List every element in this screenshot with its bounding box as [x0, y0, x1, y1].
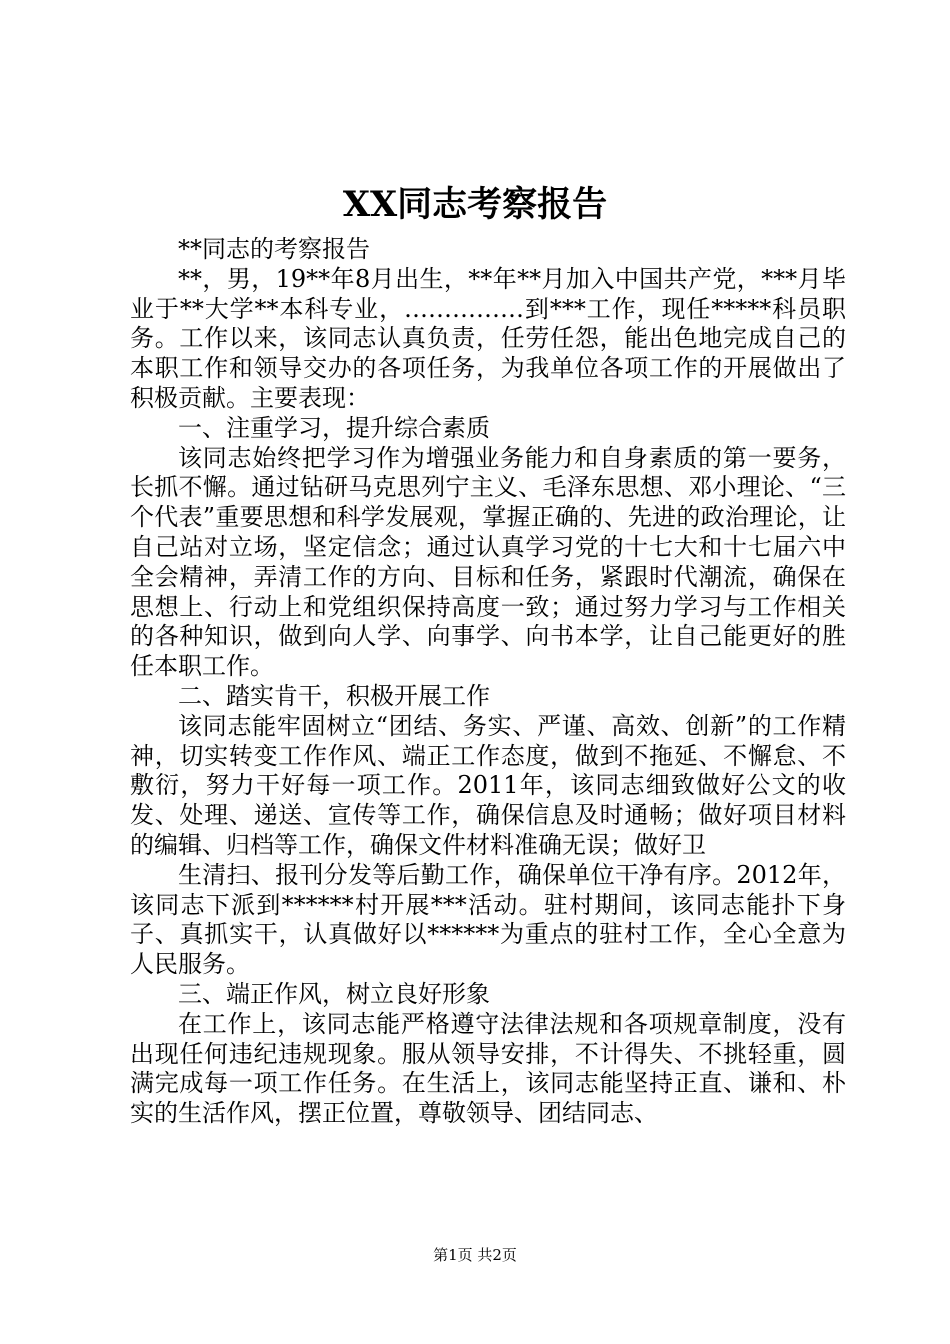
section-heading-2: 二、踏实肯干，积极开展工作	[178, 681, 490, 710]
paragraph-intro: **，男，19**年8月出生，**年**月加入中国共产党，***月毕业于**大学**本科专业，……………到***工作，现任*****科员职务。工作以来，该同志认真负责，任劳任怨，能出色地完成自己的本职工作和领导交办的各项任务，为我单位各项工作的开展做出了积极贡献。主要表现：	[130, 264, 846, 412]
paragraph-subtitle: **同志的考察报告	[178, 235, 370, 263]
paragraph-section-1: 该同志始终把学习作为增强业务能力和自身素质的第一要务，长抓不懈。通过钻研马克思列宁主义、毛泽东思想、邓小理论、“三个代表”重要思想和科学发展观，掌握正确的、先进的政治理论，让自己站对立场，坚定信念；通过认真学习党的十七大和十七届六中全会精神，弄清工作的方向、目标和任务，紧跟时代潮流，确保在思想上、行动上和党组织保持高度一致；通过努力学习与工作相关的各种知识，做到向人学、向事学、向书本学，让自己能更好的胜任本职工作。	[130, 443, 846, 681]
page-footer: 第1页 共2页	[433, 1246, 517, 1264]
document-title: XX同志考察报告	[342, 184, 608, 225]
paragraph-section-2b: 生清扫、报刊分发等后勤工作，确保单位干净有序。2012年，该同志下派到******村开展***活动。驻村期间，该同志能扑下身子、真抓实干，认真做好以******为重点的驻村工作，全心全意为人民服务。	[130, 860, 846, 979]
paragraph-section-2a: 该同志能牢固树立“团结、务实、严谨、高效、创新”的工作精神，切实转变工作作风、端正工作态度，做到不拖延、不懈怠、不敷衍，努力干好每一项工作。2011年，该同志细致做好公文的收发、处理、递送、宣传等工作，确保信息及时通畅；做好项目材料的编辑、归档等工作，确保文件材料准确无误；做好卫	[130, 711, 846, 859]
section-heading-3: 三、端正作风，树立良好形象	[178, 979, 490, 1008]
document-body	[130, 235, 846, 1129]
paragraph-section-3: 在工作上，该同志能严格遵守法律法规和各项规章制度，没有出现任何违纪违规现象。服从领导安排，不计得失、不挑轻重，圆满完成每一项工作任务。在生活上，该同志能坚持正直、谦和、朴实的生活作风，摆正位置，尊敬领导、团结同志、	[130, 1009, 846, 1128]
section-heading-1: 一、注重学习，提升综合素质	[178, 413, 490, 442]
